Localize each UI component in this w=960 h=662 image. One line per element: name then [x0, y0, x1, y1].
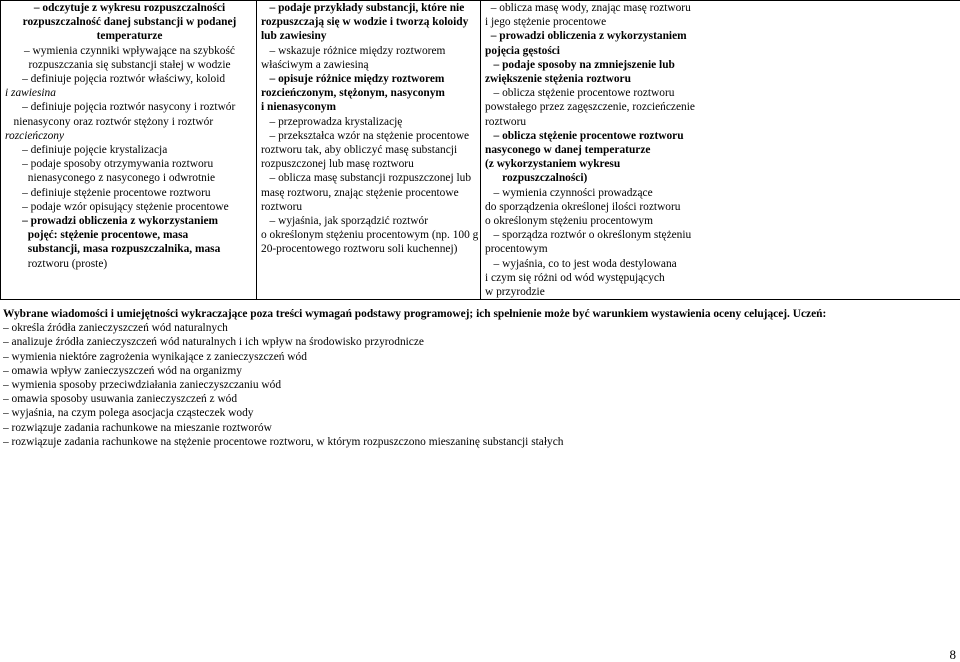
col-advanced	[481, 1, 960, 300]
list-item: i jego stężenie procentowe	[485, 16, 607, 29]
list-item: – oblicza stężenie procentowe roztworu	[493, 87, 675, 100]
list-item: zwiększenie stężenia roztworu	[485, 73, 631, 86]
section-heading: Wybrane wiadomości i umiejętności wykraczające poza treści wymagań podstawy programowej; ich spełnienie może być warunkiem wystawienia oceny celującej. Uczeń:	[3, 308, 827, 320]
list-item: rozpuszczają się w wodzie i tworzą koloidy	[261, 16, 469, 29]
list-item: – wskazuje różnice między roztworem	[269, 44, 446, 57]
list-item: nasyconego w danej temperaturze	[485, 144, 651, 157]
list-item: – wyjaśnia, na czym polega asocjacja cząsteczek wody	[3, 407, 254, 420]
list-item: masę roztworu, znając stężenie procentowe	[261, 186, 459, 199]
list-item: – prowadzi obliczenia z wykorzystaniem	[22, 215, 219, 228]
list-item: – rozwiązuje zadania rachunkowe na mieszanie roztworów	[3, 421, 272, 434]
list-item: – wymienia sposoby przeciwdziałania zanieczyszczaniu wód	[3, 379, 282, 392]
list-item: – rozwiązuje zadania rachunkowe na stężenie procentowe roztworu, w którym rozpuszczono mieszaninę substancji stałych	[3, 435, 564, 448]
list-item: i nienasyconym	[261, 101, 336, 114]
list-item: roztworu	[485, 115, 527, 128]
list-item: – określa źródła zanieczyszczeń wód naturalnych	[3, 322, 228, 335]
list-item: – analizuje źródła zanieczyszczeń wód naturalnych i ich wpływ na środowisko przyrodnicze	[3, 336, 424, 349]
list-item: – prowadzi obliczenia z wykorzystaniem	[490, 30, 687, 43]
list-item: temperaturze	[96, 30, 163, 43]
list-item: roztworu (proste)	[27, 257, 108, 270]
list-item: powstałego przez zagęszczenie, rozcieńczenie	[485, 101, 695, 114]
list-item: nienasyconego z nasyconego i odwrotnie	[27, 172, 216, 185]
list-item: – oblicza stężenie procentowe roztworu	[493, 129, 684, 142]
list-item: roztworu tak, aby obliczyć masę substancji	[261, 144, 458, 157]
list-item: o określonym stężeniu procentowym (np. 100 g	[261, 229, 478, 242]
col-extended	[257, 1, 481, 300]
list-item: substancji, masa rozpuszczalnika, masa	[27, 243, 221, 256]
list-item: pojęcia gęstości	[485, 44, 560, 57]
list-item: – odczytuje z wykresu rozpuszczalności	[33, 2, 226, 14]
list-item: właściwym a zawiesiną	[261, 58, 369, 71]
list-item: – wyjaśnia, co to jest woda destylowana	[493, 257, 677, 270]
list-item: – oblicza masę wody, znając masę roztworu	[490, 2, 691, 14]
list-item: – definiuje pojęcia roztwór nasycony i roztwór	[22, 101, 236, 114]
list-item: – wymienia czynności prowadzące	[493, 186, 653, 199]
list-item: – sporządza roztwór o określonym stężeniu	[493, 229, 692, 242]
list-item: – wymienia niektóre zagrożenia wynikające z zanieczyszczeń wód	[3, 350, 307, 363]
list-item: – wymienia czynniki wpływające na szybkość	[24, 44, 235, 57]
list-item: rozcieńczony	[5, 129, 65, 142]
list-item: procentowym	[485, 243, 548, 256]
page-number: 8	[949, 647, 956, 662]
list-item: rozpuszczalność danej substancji w podanej	[22, 16, 237, 29]
list-item: (z wykorzystaniem wykresu	[485, 158, 621, 171]
list-item: i czym się różni od wód występujących	[485, 271, 665, 284]
list-item: – oblicza masę substancji rozpuszczonej lub	[269, 172, 472, 185]
requirements-table	[0, 0, 960, 300]
list-item: – omawia wpływ zanieczyszczeń wód na organizmy	[3, 364, 242, 377]
list-item: – podaje sposoby na zmniejszenie lub	[493, 58, 675, 71]
list-item: – przeprowadza krystalizację	[269, 115, 403, 128]
table-row	[1, 1, 960, 300]
list-item: w przyrodzie	[485, 286, 545, 299]
list-item: – wyjaśnia, jak sporządzić roztwór	[269, 215, 429, 228]
col-basic	[1, 1, 257, 300]
list-item: – definiuje pojęcie krystalizacja	[22, 144, 168, 157]
list-item: – podaje sposoby otrzymywania roztworu	[22, 158, 214, 171]
list-item: nienasycony oraz roztwór stężony i roztwór	[13, 115, 214, 128]
list-item: 20-procentowego roztworu soli kuchennej)	[261, 243, 458, 256]
list-item: rozcieńczonym, stężonym, nasyconym	[261, 87, 445, 100]
list-item: – opisuje różnice między roztworem	[269, 73, 445, 86]
list-item: rozpuszczania się substancji stałej w wodzie	[28, 58, 231, 71]
list-item: – omawia sposoby usuwania zanieczyszczeń z wód	[3, 393, 238, 406]
list-item: roztworu	[261, 200, 303, 213]
list-item: pojęć: stężenie procentowe, masa	[27, 229, 189, 242]
list-item: – przekształca wzór na stężenie procentowe	[269, 129, 470, 142]
list-item: rozpuszczalności)	[502, 172, 588, 185]
list-item: lub zawiesiny	[261, 30, 327, 43]
list-item: do sporządzenia określonej ilości roztworu	[485, 200, 681, 213]
list-item: – definiuje stężenie procentowe roztworu	[22, 186, 211, 199]
list-item: – podaje przykłady substancji, które nie	[269, 2, 465, 14]
list-item: rozpuszczonej lub masę roztworu	[261, 158, 414, 171]
list-item: o określonym stężeniu procentowym	[485, 215, 653, 228]
list-item: – podaje wzór opisujący stężenie procentowe	[22, 200, 229, 213]
list-item: – definiuje pojęcia roztwór właściwy, koloid	[22, 73, 226, 86]
list-item: i zawiesina	[5, 87, 56, 100]
extra-requirements-section	[3, 307, 953, 449]
